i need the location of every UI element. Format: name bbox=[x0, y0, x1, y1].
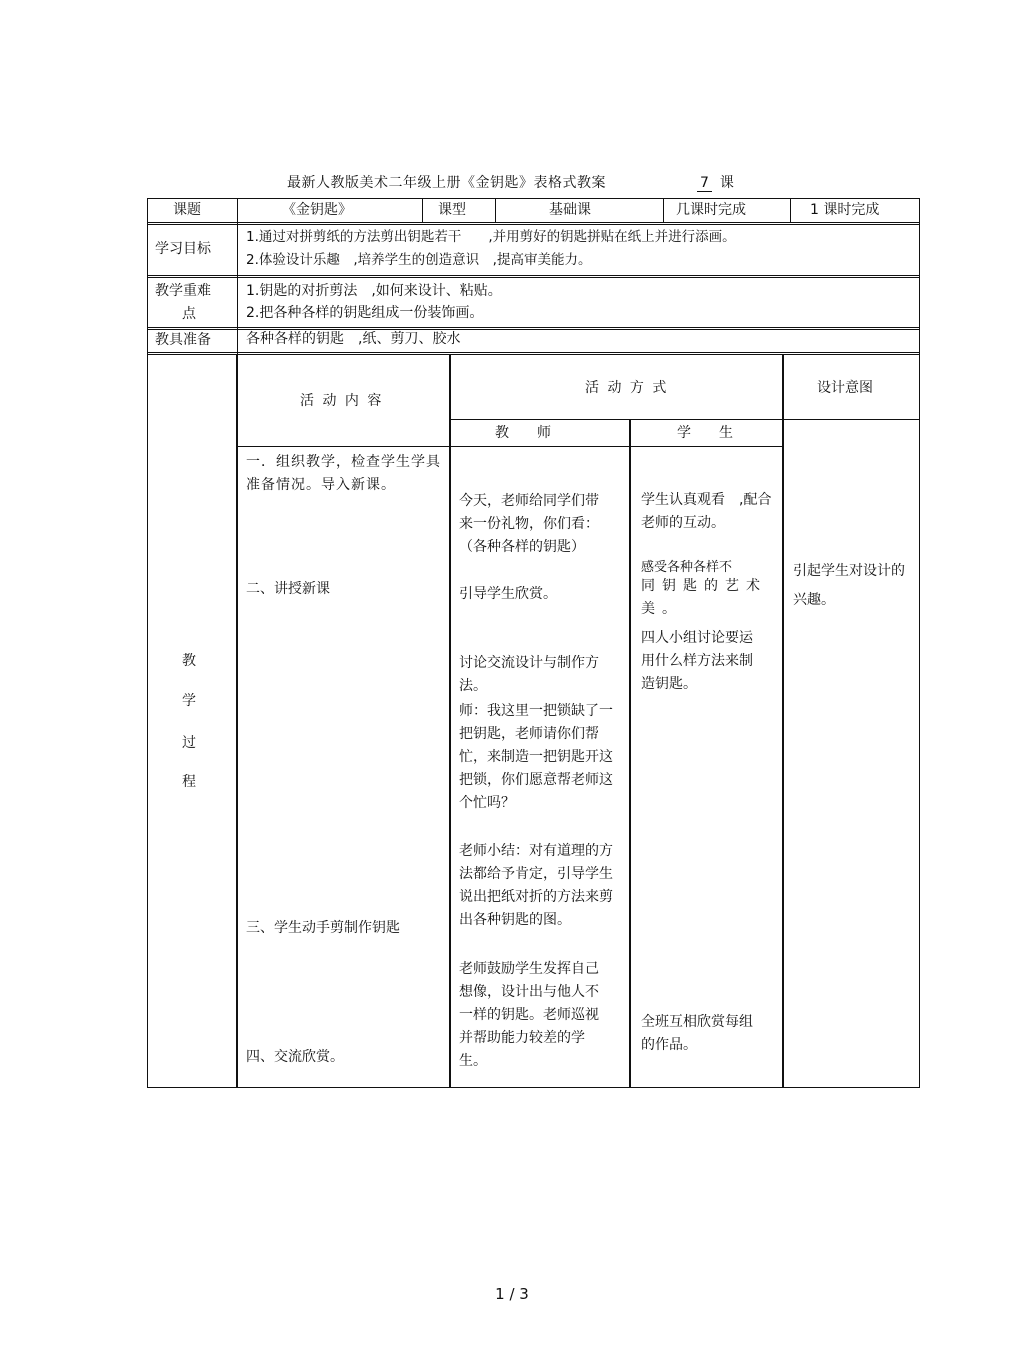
student-text-2b: 同钥匙的艺术美。 bbox=[641, 578, 767, 617]
teacher-text-1: 今天，老师给同学们带来一份礼物，你们看：（各种各样的钥匙） bbox=[459, 493, 599, 555]
teacher-text-4: 师：我这里一把锁缺了一把钥匙，老师请你们帮忙，来制造一把钥匙开这把锁，你们愿意帮老师这个忙吗？ bbox=[459, 703, 613, 811]
document-title: 最新人教版美术二年级上册《金钥匙》表格式教案 bbox=[287, 175, 606, 191]
goals-line-2: 2.体验设计乐趣 ,培养学生的创造意识 ,提高审美能力。 bbox=[246, 252, 592, 268]
materials-label: 教具准备 bbox=[155, 332, 211, 348]
student-text-1: 学生认真观看 ,配合老师的互动。 bbox=[641, 492, 772, 531]
page-indicator: 1 / 3 bbox=[495, 1285, 529, 1303]
process-label-char-1: 教 bbox=[182, 653, 196, 669]
teacher-text-6: 老师鼓励学生发挥自己想像，设计出与他人不一样的钥匙。老师巡视并帮助能力较差的学生。 bbox=[459, 961, 599, 1069]
key-points-label-1: 教学重难 bbox=[155, 283, 211, 299]
lesson-number bbox=[697, 172, 734, 192]
type-value: 基础课 bbox=[549, 202, 591, 218]
content-step-3: 三、学生动手剪制作钥匙 bbox=[246, 920, 400, 936]
teacher-text-2: 引导学生欣赏。 bbox=[459, 586, 557, 602]
student-text-4: 全班互相欣赏每组的作品。 bbox=[641, 1014, 753, 1053]
lesson-suffix: 课 bbox=[719, 175, 734, 191]
teacher-text-3: 讨论交流设计与制作方法。 bbox=[459, 655, 599, 694]
topic-value: 《金钥匙》 bbox=[282, 202, 352, 218]
process-label-char-4: 程 bbox=[182, 774, 196, 790]
goals-line-1: 1.通过对拼剪纸的方法剪出钥匙若干 ,并用剪好的钥匙拼贴在纸上并进行添画。 bbox=[246, 229, 736, 245]
lesson-number-value: 7 bbox=[697, 175, 712, 192]
content-step-2: 二、讲授新课 bbox=[246, 581, 330, 597]
intent-text-1: 引起学生对设计的兴趣。 bbox=[793, 563, 905, 608]
header-design-intent: 设计意图 bbox=[817, 380, 873, 396]
type-label: 课型 bbox=[438, 202, 466, 218]
goals-label: 学习目标 bbox=[155, 241, 211, 257]
materials-value: 各种各样的钥匙 ,纸、剪刀、胶水 bbox=[246, 331, 461, 347]
topic-label: 课题 bbox=[173, 202, 201, 218]
hours-value: 1 课时完成 bbox=[810, 202, 880, 218]
header-activity-content: 活 动 内 容 bbox=[300, 393, 384, 409]
process-label-char-3: 过 bbox=[182, 735, 196, 751]
content-step-4: 四、交流欣赏。 bbox=[246, 1049, 344, 1065]
header-student: 学 生 bbox=[677, 425, 733, 441]
hours-label: 几课时完成 bbox=[676, 202, 746, 218]
key-points-line-1: 1.钥匙的对折剪法 ,如何来设计、粘贴。 bbox=[246, 283, 502, 299]
teacher-text-5: 老师小结：对有道理的方法都给予肯定，引导学生说出把纸对折的方法来剪出各种钥匙的图。 bbox=[459, 843, 613, 928]
key-points-label-2: 点 bbox=[182, 306, 196, 322]
key-points-line-2: 2.把各种各样的钥匙组成一份装饰画。 bbox=[246, 305, 484, 321]
student-text-3: 四人小组讨论要运用什么样方法来制造钥匙。 bbox=[641, 630, 753, 692]
process-label-char-2: 学 bbox=[182, 693, 196, 709]
student-text-2a: 感受各种各样不 bbox=[641, 560, 733, 575]
header-teacher: 教 师 bbox=[495, 425, 551, 441]
content-step-1: 一．组织教学，检查学生学具准备情况。导入新课。 bbox=[246, 454, 441, 493]
header-activity-method: 活 动 方 式 bbox=[585, 380, 669, 396]
